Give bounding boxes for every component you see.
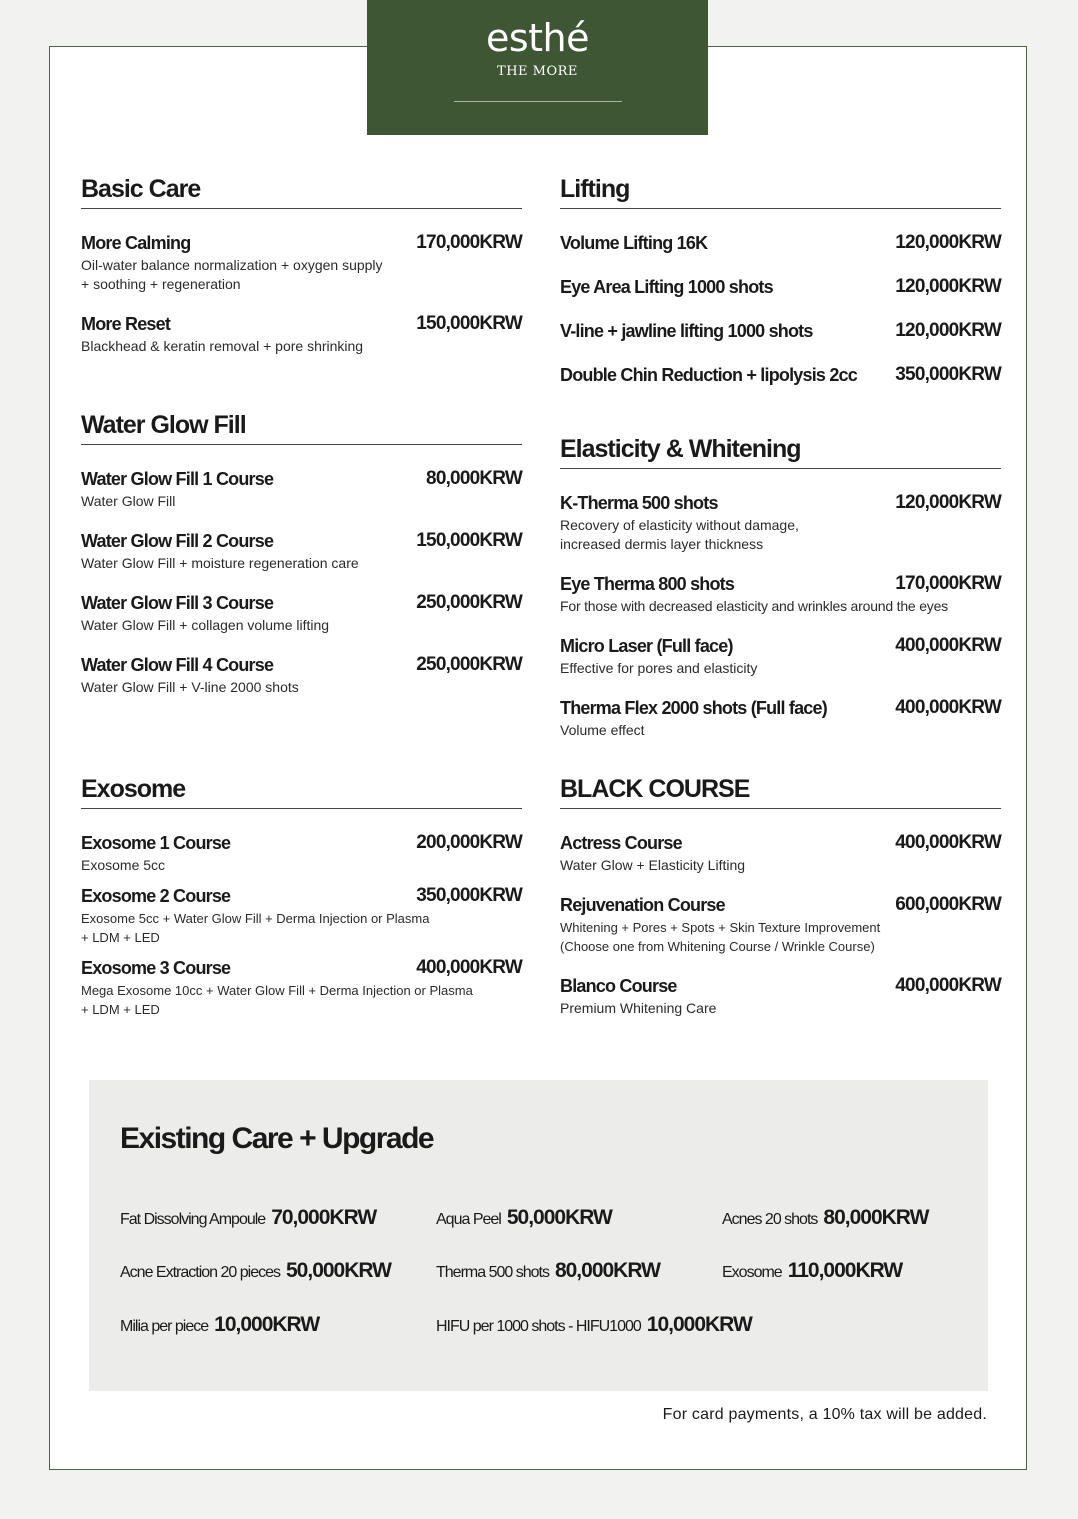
item-price: 400,000KRW <box>895 697 1001 718</box>
menu-item <box>560 691 1001 740</box>
menu-item <box>81 524 522 573</box>
menu-item <box>81 879 522 947</box>
menu-item <box>560 969 1001 1018</box>
upgrade-title: Existing Care + Upgrade <box>120 1122 434 1155</box>
menu-item <box>560 826 1001 875</box>
brand-name: esthé <box>485 16 590 60</box>
menu-item <box>560 270 1001 298</box>
upgrade-item <box>722 1206 928 1230</box>
upgrade-panel <box>89 1080 988 1391</box>
section-exosome <box>81 770 522 1032</box>
menu-item <box>81 586 522 635</box>
upgrade-item-price: 80,000KRW <box>554 1259 660 1282</box>
menu-item <box>81 226 522 294</box>
section-title: Lifting <box>560 170 1001 209</box>
section-elasticity-whitening <box>560 430 1001 753</box>
item-name: Actress Course <box>560 833 682 853</box>
upgrade-item <box>436 1206 612 1230</box>
item-description: Oil-water balance normalization + oxygen supply + soothing + regeneration <box>81 257 383 292</box>
item-price: 350,000KRW <box>416 885 522 906</box>
item-description: Mega Exosome 10cc + Water Glow Fill + Derma Injection or Plasma + LDM + LED <box>81 983 473 1017</box>
item-name: Eye Therma 800 shots <box>560 574 735 594</box>
upgrade-item <box>436 1313 752 1337</box>
item-price: 250,000KRW <box>416 654 522 675</box>
item-name: Rejuvenation Course <box>560 895 725 915</box>
item-price: 80,000KRW <box>426 468 522 489</box>
upgrade-item-price: 50,000KRW <box>506 1206 612 1229</box>
upgrade-item-name: Therma 500 shots <box>436 1264 549 1281</box>
item-name: Exosome 2 Course <box>81 886 231 906</box>
section-title: Water Glow Fill <box>81 406 522 445</box>
item-price: 400,000KRW <box>895 635 1001 656</box>
item-name: Double Chin Reduction + lipolysis 2cc <box>560 365 857 385</box>
item-name: Blanco Course <box>560 976 677 996</box>
upgrade-item <box>722 1259 902 1283</box>
item-name: Water Glow Fill 1 Course <box>81 469 274 489</box>
menu-item <box>81 648 522 697</box>
menu-item <box>560 226 1001 254</box>
menu-item <box>560 567 1001 616</box>
item-price: 400,000KRW <box>895 832 1001 853</box>
item-name: Water Glow Fill 3 Course <box>81 593 274 613</box>
upgrade-item <box>120 1259 391 1283</box>
item-price: 350,000KRW <box>895 364 1001 385</box>
tax-note: For card payments, a 10% tax will be added. <box>662 1406 987 1423</box>
item-price: 120,000KRW <box>895 320 1001 341</box>
menu-item <box>560 486 1001 554</box>
menu-item <box>560 314 1001 342</box>
section-water-glow-fill <box>81 406 522 710</box>
item-price: 170,000KRW <box>895 573 1001 594</box>
menu-item <box>81 826 522 875</box>
upgrade-item <box>120 1206 376 1230</box>
item-price: 600,000KRW <box>895 894 1001 915</box>
item-description: Blackhead & keratin removal + pore shrinking <box>81 338 364 354</box>
section-title: BLACK COURSE <box>560 770 1001 809</box>
upgrade-item-price: 80,000KRW <box>823 1206 929 1229</box>
menu-item <box>81 951 522 1019</box>
item-description: Water Glow Fill + moisture regeneration care <box>81 555 359 571</box>
item-description: Whitening + Pores + Spots + Skin Texture Improvement (Choose one from Whitening Course / Wrinkle Course) <box>560 920 881 954</box>
upgrade-item-price: 10,000KRW <box>214 1313 320 1336</box>
item-price: 200,000KRW <box>416 832 522 853</box>
brand-subtitle: THE MORE <box>497 64 578 79</box>
item-description: Water Glow Fill + collagen volume lifting <box>81 617 330 633</box>
section-basic-care <box>81 170 522 369</box>
item-name: Therma Flex 2000 shots (Full face) <box>560 698 827 718</box>
upgrade-item-price: 110,000KRW <box>787 1259 903 1282</box>
upgrade-item-name: Exosome <box>722 1264 782 1281</box>
item-name: More Calming <box>81 233 191 253</box>
item-name: Water Glow Fill 2 Course <box>81 531 274 551</box>
menu-item <box>560 629 1001 678</box>
item-price: 150,000KRW <box>416 313 522 334</box>
upgrade-item-name: Aqua Peel <box>436 1211 501 1228</box>
item-name: Eye Area Lifting 1000 shots <box>560 277 773 297</box>
item-description: Water Glow + Elasticity Lifting <box>560 857 746 873</box>
section-black-course <box>560 770 1001 1031</box>
menu-item <box>81 307 522 356</box>
item-price: 400,000KRW <box>895 975 1001 996</box>
item-description: Water Glow Fill <box>81 493 176 509</box>
item-name: More Reset <box>81 314 171 334</box>
item-name: K-Therma 500 shots <box>560 493 718 513</box>
item-name: Volume Lifting 16K <box>560 233 708 253</box>
item-price: 120,000KRW <box>895 276 1001 297</box>
item-name: Exosome 1 Course <box>81 833 231 853</box>
menu-item <box>560 888 1001 956</box>
item-description: Volume effect <box>560 722 645 738</box>
section-lifting <box>560 170 1001 402</box>
section-title: Elasticity & Whitening <box>560 430 1001 469</box>
logo-divider <box>454 101 622 102</box>
item-description: Exosome 5cc <box>81 857 166 873</box>
item-price: 400,000KRW <box>416 957 522 978</box>
upgrade-item-name: Milia per piece <box>120 1318 209 1335</box>
item-description: Effective for pores and elasticity <box>560 660 758 676</box>
item-price: 170,000KRW <box>416 232 522 253</box>
brand-logo <box>367 0 708 135</box>
item-price: 120,000KRW <box>895 492 1001 513</box>
item-name: Water Glow Fill 4 Course <box>81 655 274 675</box>
upgrade-item-price: 10,000KRW <box>646 1313 752 1336</box>
item-description: For those with decreased elasticity and wrinkles around the eyes <box>560 598 948 614</box>
upgrade-item-name: HIFU per 1000 shots - HIFU1000 <box>436 1318 641 1335</box>
item-name: Exosome 3 Course <box>81 958 231 978</box>
upgrade-item <box>120 1313 319 1337</box>
section-title: Basic Care <box>81 170 522 209</box>
upgrade-item-price: 50,000KRW <box>286 1259 392 1282</box>
item-description: Recovery of elasticity without damage, increased dermis layer thickness <box>560 517 799 552</box>
menu-item <box>81 462 522 511</box>
upgrade-item-name: Acnes 20 shots <box>722 1211 818 1228</box>
upgrade-item-name: Fat Dissolving Ampoule <box>120 1211 266 1228</box>
upgrade-item <box>436 1259 660 1283</box>
upgrade-item-name: Acne Extraction 20 pieces <box>120 1264 280 1281</box>
item-price: 250,000KRW <box>416 592 522 613</box>
section-title: Exosome <box>81 770 522 809</box>
item-description: Exosome 5cc + Water Glow Fill + Derma Injection or Plasma + LDM + LED <box>81 911 430 945</box>
item-description: Water Glow Fill + V-line 2000 shots <box>81 679 299 695</box>
upgrade-item-price: 70,000KRW <box>271 1206 377 1229</box>
item-price: 120,000KRW <box>895 232 1001 253</box>
menu-item <box>560 358 1001 386</box>
item-description: Premium Whitening Care <box>560 1000 717 1016</box>
item-name: Micro Laser (Full face) <box>560 636 733 656</box>
item-name: V-line + jawline lifting 1000 shots <box>560 321 813 341</box>
item-price: 150,000KRW <box>416 530 522 551</box>
